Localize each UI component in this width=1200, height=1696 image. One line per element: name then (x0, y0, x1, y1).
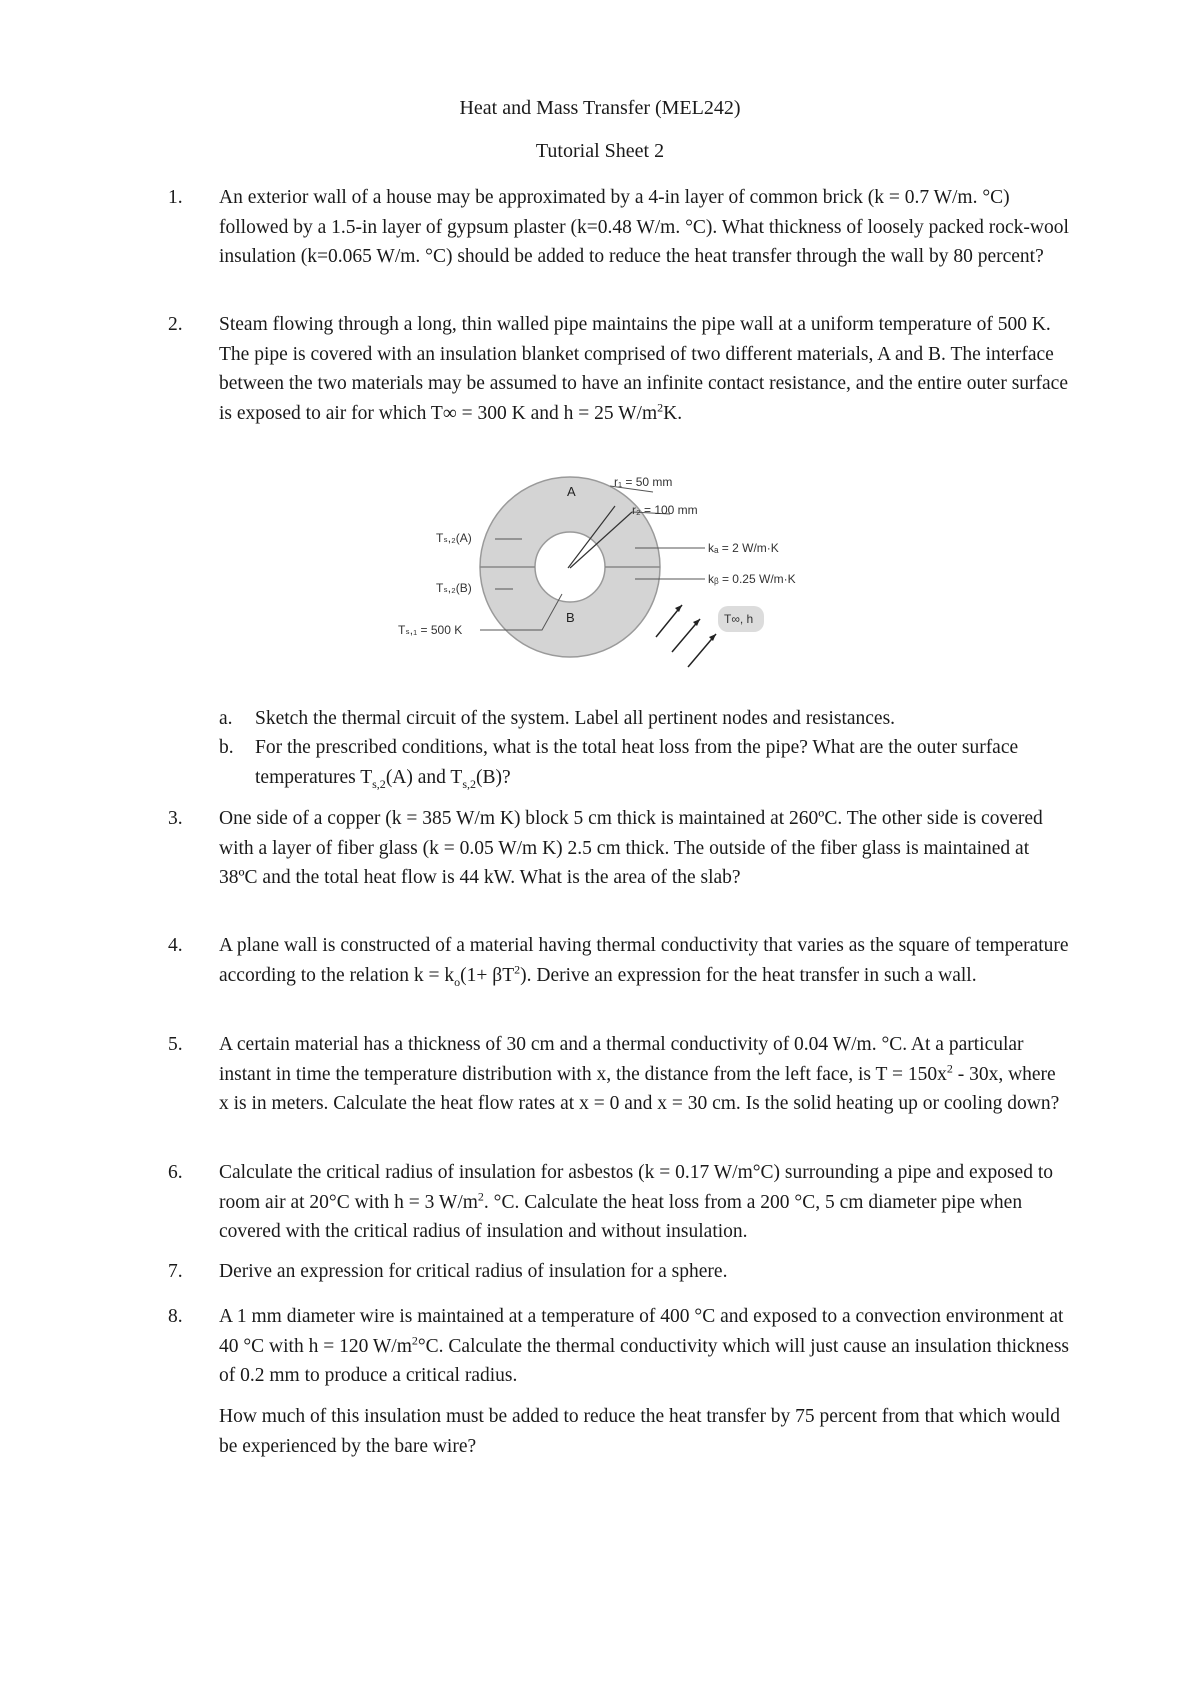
text-part: A certain material has a thickness of 30 cm and a thermal conductivity of 0.04 W/m. °C. At a particular instant in time the temperature distribution with x, the distance from the left face, is T = 150x (219, 1034, 1024, 1085)
question-number: 2. (168, 314, 183, 335)
question-number: 3. (168, 808, 183, 829)
region-b-label: B (566, 610, 575, 625)
question-number: 5. (168, 1034, 183, 1055)
question-text (219, 931, 1069, 990)
text-part: (1+ βT (460, 964, 515, 986)
r1-label: r₁ = 50 mm (614, 475, 673, 489)
arrow-heads (675, 605, 716, 641)
region-a-label: A (567, 484, 576, 499)
superscript: 2 (477, 1189, 484, 1203)
question-text: Derive an expression for critical radius of insulation for a sphere. (219, 1261, 728, 1282)
question-text: One side of a copper (k = 385 W/m K) block 5 cm thick is maintained at 260ºC. The other side is covered with a layer of fiber glass (k = 0.05 W/m K) 2.5 cm thick. The outside of the fiber glass is maintained at 38ºC and the total heat flow is 44 kW. What is the area of the slab? (219, 808, 1043, 888)
text-part: (B)? (476, 766, 511, 788)
text-part: . °C. Calculate the heat loss from a 200 °C, 5 cm diameter pipe when covered with the critical radius of insulation and without insulation. (219, 1191, 1023, 1242)
superscript: 2 (411, 1333, 418, 1347)
question-number: 4. (168, 935, 183, 956)
part-label: b. (219, 737, 234, 758)
sheet-title: Tutorial Sheet 2 (535, 140, 665, 162)
text-part: °C. Calculate the thermal conductivity which will just cause an insulation thickness of 0.2 mm to produce a critical radius. (219, 1335, 1070, 1386)
r2-label: r₂ = 100 mm (632, 503, 698, 517)
superscript: 2 (514, 962, 521, 976)
part-label: a. (219, 708, 233, 729)
question-text: An exterior wall of a house may be approximated by a 4-in layer of common brick (k = 0.7 W/m. °C) followed by a 1.5-in layer of gypsum plaster (k=0.48 W/m. °C). What thickness of loosely packed rock-wool insulation (k=0.065 W/m. °C) should be added to reduce the heat transfer through the wall by 80 percent? (219, 187, 1069, 267)
text-part: Calculate the critical radius of insulation for asbestos (k = 0.17 W/m°C) surrounding a pipe and exposed to room air at 20°C with h = 3 W/m (219, 1162, 1053, 1213)
question-text (219, 1302, 1069, 1391)
pipe-bore (535, 532, 605, 602)
subscript: s,2 (372, 776, 386, 791)
question-text (219, 310, 1069, 428)
air-flow-arrows (656, 605, 716, 667)
text-part: - 30x, where x is in meters. Calculate the heat flow rates at x = 0 and x = 30 cm. Is the solid heating up or cooling down? (219, 1063, 1060, 1114)
superscript: 2 (946, 1061, 953, 1075)
document-title: Heat and Mass Transfer (MEL242) (459, 97, 741, 119)
text-part: For the prescribed conditions, what is the total heat loss from the pipe? What are the outer surface temperatures T (255, 737, 1019, 788)
question-text (219, 1030, 1069, 1119)
text-part: (A) and T (385, 766, 463, 788)
question-number: 7. (168, 1261, 183, 1282)
text-part: K. (663, 402, 683, 424)
insulated-pipe-diagram (398, 475, 880, 727)
kb-label: kᵦ = 0.25 W/m·K (708, 572, 796, 586)
text-part: ). Derive an expression for the heat transfer in such a wall. (520, 964, 977, 986)
ts2b-label: Tₛ,₂(B) (436, 581, 472, 595)
ka-label: kₐ = 2 W/m·K (708, 541, 779, 555)
subscript: s,2 (462, 776, 477, 791)
text-part: A plane wall is constructed of a material having thermal conductivity that varies as the square of temperature according to the relation k = k (219, 935, 1069, 986)
text-part: A 1 mm diameter wire is maintained at a temperature of 400 °C and exposed to a convection environment at 40 °C with h = 120 W/m (219, 1306, 1064, 1357)
part-text: Sketch the thermal circuit of the system. Label all pertinent nodes and resistances. (255, 708, 896, 729)
part-text (255, 733, 1070, 792)
question-number: 6. (168, 1162, 183, 1183)
question-8-followup: How much of this insulation must be added to reduce the heat transfer by 75 percent from that which would be experienced by the bare wire? (219, 1406, 1060, 1457)
question-number: 1. (168, 187, 183, 208)
ambient-label: T∞, h (724, 612, 754, 626)
question-number: 8. (168, 1306, 183, 1327)
question-text (219, 1158, 1069, 1247)
superscript: 2 (657, 400, 664, 414)
ts2a-label: Tₛ,₂(A) (436, 531, 472, 545)
text-part: Steam flowing through a long, thin walled pipe maintains the pipe wall at a uniform temperature of 500 K. The pipe is covered with an insulation blanket comprised of two different materials, A and B. The interface between the two materials may be assumed to have an infinite contact resistance, and the entire outer surface is exposed to air for which T∞ = 300 K and h = 25 W/m (219, 314, 1068, 424)
subscript: o (454, 974, 461, 989)
ts1-label: Tₛ,₁ = 500 K (398, 623, 463, 637)
